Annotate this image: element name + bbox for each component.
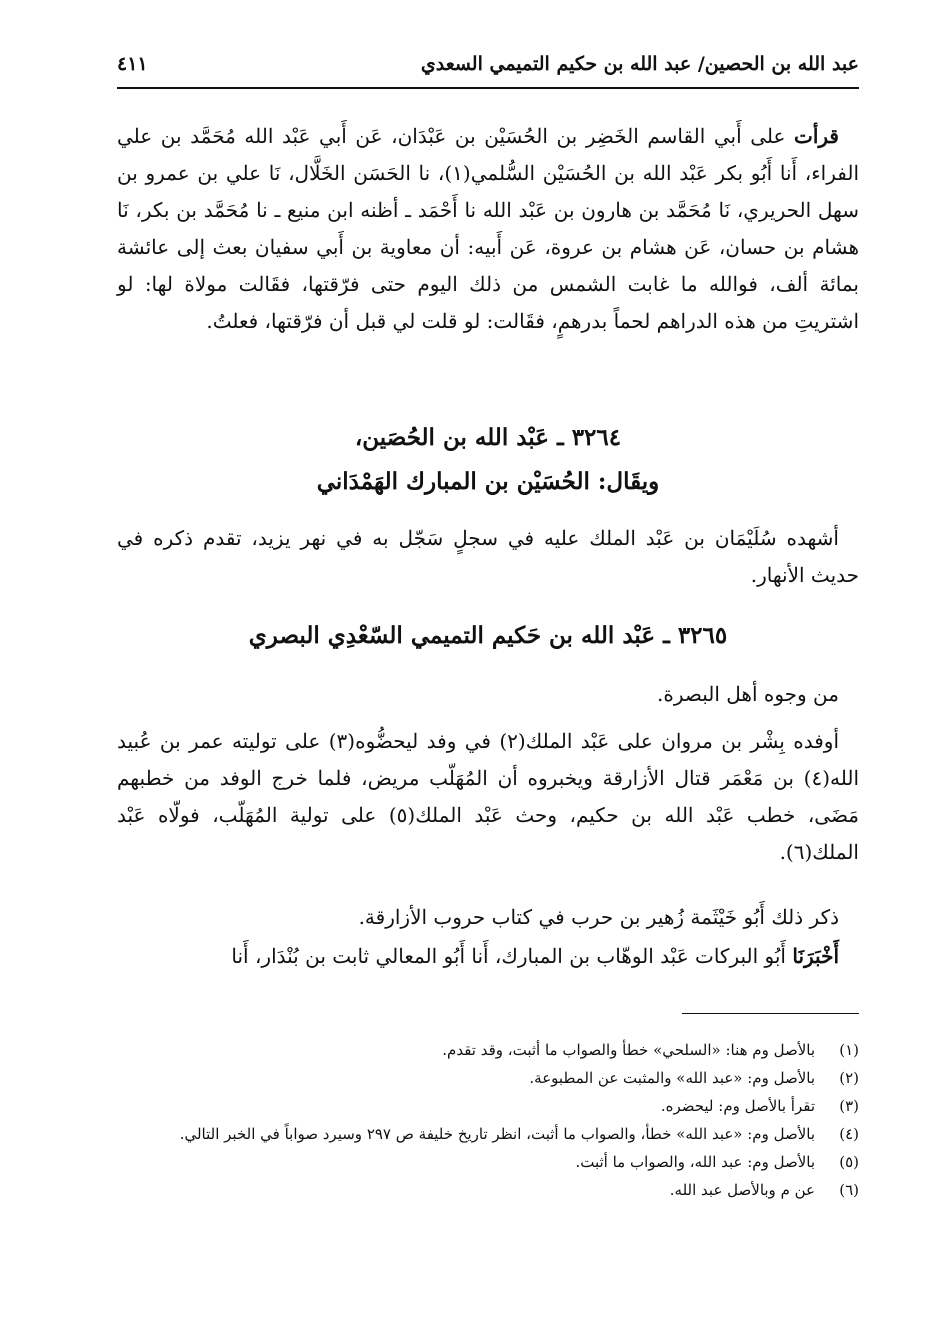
narration-text: على أَبي القاسم الخَضِر بن الحُسَيْن بن عَبْدَان، عَن أَبي عَبْد الله مُحَمَّد بن علي الفراء، أَنا أَبُو بكر عَبْد الله بن الحُسَيْن السُّلمي(١)، نا الحَسَن الخَلَّال، نَا علي بن عمرو بن سهل الحريري، نَا مُحَمَّد بن هارون بن عَبْد الله نا أَحْمَد ـ أظنه ابن منيع ـ نا مُحَمَّد بن بكر، نَا هشام بن حسان، عَن هشام بن عروة، عَن أَبيه: أن معاوية بن أَبي سفيان بعث إلى عائشة بمائة ألف، فوالله ما غابت الشمس من ذلك اليوم حتى فرّقتها، فقَالت مولاة لها: لو اشتريتِ من هذه الدراهم لحماً بدرهمٍ، فقَالت: لو قلت لي قبل أن فرّقتها، فعلتُ. (117, 124, 859, 333)
footnote-number: (٥) (839, 1153, 859, 1171)
footnote-item (117, 1092, 859, 1120)
entry-3265-origin-paragraph: من وجوه أهل البصرة. (657, 682, 839, 706)
running-header (117, 46, 859, 82)
running-title: عبد الله بن الحصين/ عبد الله بن حكيم التميمي السعدي (420, 53, 859, 75)
footnote-text: عن م وبالأصل عبد الله. (669, 1181, 815, 1199)
footnote-item (117, 1148, 859, 1176)
footnote-item (117, 1176, 859, 1204)
footnote-number: (٣) (839, 1097, 859, 1115)
footnote-text: تقرأ بالأصل وم: ليحضره. (660, 1097, 815, 1115)
footnote-item (117, 1064, 859, 1092)
entry-heading-3264 (117, 416, 859, 504)
narration-paragraph (117, 118, 859, 340)
footnote-item (117, 1036, 859, 1064)
chain-text: أَبُو البركات عَبْد الوهّاب بن المبارك، أَنا أَبُو المعالي ثابت بن بُنْدَار، أَنا (231, 944, 793, 968)
entry-heading-3265-line1: ٣٢٦٥ ـ عَبْد الله بن حَكيم التميمي السّعْدِي البصري (248, 622, 728, 649)
footnotes (117, 1036, 859, 1204)
footnote-text: بالأصل وم: عبد الله، والصواب ما أثبت. (575, 1153, 815, 1171)
chain-lead-word: أَخْبَرَنَا (792, 944, 839, 968)
footnote-item (117, 1120, 859, 1148)
source-note-paragraph: ذكر ذلك أَبُو خَيْثَمة زُهير بن حرب في كتاب حروب الأزارقة. (358, 905, 839, 929)
footnote-number: (٦) (839, 1181, 859, 1199)
chain-paragraph (117, 938, 859, 975)
entry-3264-paragraph: أشهده سُلَيْمَان بن عَبْد الملك عليه في سجلٍ سَجّل به في نهر يزيد، تقدم ذكره في حديث الأنهار. (117, 526, 859, 587)
footnote-number: (٤) (839, 1125, 859, 1143)
footnote-text: بالأصل وم: «عبد الله» خطأ، والصواب ما أثبت، انظر تاريخ خليفة ص ٢٩٧ وسيرد صواباً في الخبر التالي. (179, 1125, 815, 1143)
entry-heading-3264-line1: ٣٢٦٤ ـ عَبْد الله بن الحُصَين، (354, 424, 622, 451)
page-number: ٤١١ (117, 53, 148, 75)
entry-heading-3265 (117, 614, 859, 658)
narration-lead-word: قرأت (794, 124, 839, 148)
header-divider (117, 87, 859, 89)
footnote-number: (٢) (839, 1069, 859, 1087)
entry-heading-3264-line2: ويقَال: الحُسَيْن بن المبارك الهَمْدَاني (316, 468, 660, 495)
footnote-number: (١) (839, 1041, 859, 1059)
entry-3265-story-paragraph: أوفده بِشْر بن مروان على عَبْد الملك(٢) في وفد ليحضُّوه(٣) على توليته عمر بن عُبيد الله(٤) بن مَعْمَر قتال الأزارقة ويخبروه أن المُهَلّب مريض، فلما خرج الوفد من خطبهم مَضَى، خطب عَبْد الله بن حكيم، وحث عَبْد الملك(٥) على تولية المُهَلّب، فولّاه عَبْد الملك(٦). (117, 729, 859, 864)
footnote-divider (682, 1013, 859, 1014)
footnote-text: بالأصل وم هنا: «السلحي» خطأ والصواب ما أثبت، وقد تقدم. (442, 1041, 815, 1059)
footnote-text: بالأصل وم: «عبد الله» والمثبت عن المطبوعة. (529, 1069, 815, 1087)
